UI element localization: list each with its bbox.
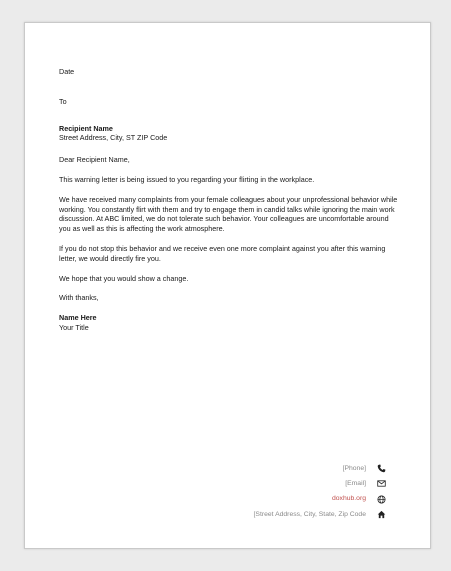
paragraph-2: We have received many complaints from your female colleagues about your unprofessional behavior while working. You constantly flirt with them and try to engage them in candid talks while ignoring the main work discussion. At ABC limited, we do not tolerate such behavior. Your colleagues are uncomfortable around you as well as this is affecting the work atmosphere.	[59, 194, 398, 234]
globe-icon	[376, 494, 386, 504]
contact-email: [Email]	[345, 480, 366, 488]
date-line: Date	[59, 67, 75, 76]
recipient-name: Recipient Name	[59, 123, 113, 133]
to-line: To	[59, 96, 67, 106]
envelope-icon	[376, 479, 386, 489]
letter-body	[59, 67, 399, 333]
paragraph-4: We hope that you would show a change.	[59, 273, 189, 283]
phone-icon	[376, 464, 386, 474]
contact-website-row	[186, 492, 386, 507]
contact-address: [Street Address, City, State, Zip Code	[253, 510, 366, 518]
paragraph-1: This warning letter is being issued to you regarding your flirting in the workplace.	[59, 174, 315, 184]
sender-title: Your Title	[59, 322, 89, 332]
closing: With thanks,	[59, 293, 99, 303]
recipient-address: Street Address, City, ST ZIP Code	[59, 133, 168, 143]
home-icon	[376, 510, 386, 520]
sender-name: Name Here	[59, 313, 97, 323]
contact-block	[186, 461, 386, 522]
contact-website-link[interactable]: doxhub.org	[331, 495, 366, 503]
contact-address-row	[186, 507, 386, 522]
contact-phone: [Phone]	[342, 464, 366, 472]
paragraph-3: If you do not stop this behavior and we receive even one more complaint against you after this warning letter, we would directly fire you.	[59, 243, 386, 263]
salutation: Dear Recipient Name,	[59, 155, 130, 165]
document-page	[24, 22, 431, 549]
contact-phone-row	[186, 461, 386, 476]
contact-email-row	[186, 476, 386, 491]
